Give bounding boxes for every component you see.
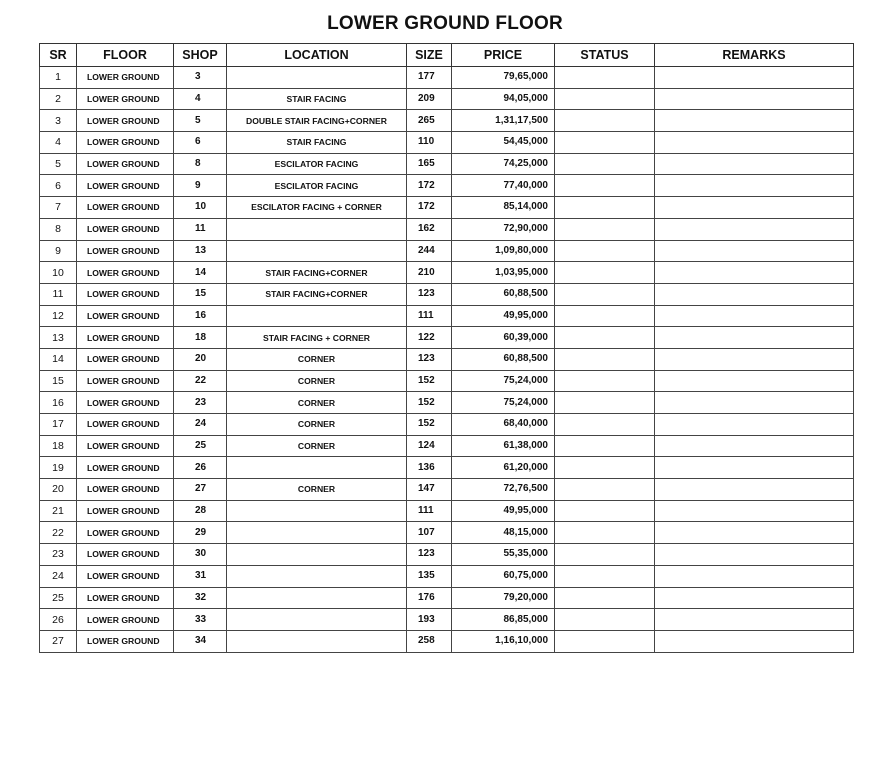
cell-location: CORNER bbox=[227, 348, 407, 370]
cell-size: 111 bbox=[407, 305, 452, 327]
cell-sr: 6 bbox=[40, 175, 77, 197]
cell-sr: 19 bbox=[40, 457, 77, 479]
cell-shop: 34 bbox=[174, 630, 227, 652]
cell-remarks bbox=[655, 153, 854, 175]
cell-size: 136 bbox=[407, 457, 452, 479]
cell-remarks bbox=[655, 218, 854, 240]
cell-location bbox=[227, 522, 407, 544]
cell-location bbox=[227, 218, 407, 240]
cell-floor: LOWER GROUND bbox=[77, 218, 174, 240]
cell-sr: 24 bbox=[40, 565, 77, 587]
cell-shop: 6 bbox=[174, 132, 227, 154]
cell-price: 1,09,80,000 bbox=[452, 240, 555, 262]
cell-status bbox=[555, 565, 655, 587]
cell-status bbox=[555, 500, 655, 522]
cell-price: 60,39,000 bbox=[452, 327, 555, 349]
table-row bbox=[40, 565, 854, 587]
cell-size: 135 bbox=[407, 565, 452, 587]
cell-size: 152 bbox=[407, 370, 452, 392]
cell-price: 60,75,000 bbox=[452, 565, 555, 587]
cell-shop: 18 bbox=[174, 327, 227, 349]
table-row bbox=[40, 392, 854, 414]
cell-status bbox=[555, 479, 655, 501]
cell-sr: 3 bbox=[40, 110, 77, 132]
cell-sr: 17 bbox=[40, 414, 77, 436]
cell-size: 177 bbox=[407, 67, 452, 89]
cell-sr: 21 bbox=[40, 500, 77, 522]
cell-price: 49,95,000 bbox=[452, 500, 555, 522]
cell-status bbox=[555, 218, 655, 240]
cell-size: 172 bbox=[407, 197, 452, 219]
cell-shop: 32 bbox=[174, 587, 227, 609]
cell-status bbox=[555, 67, 655, 89]
cell-size: 152 bbox=[407, 414, 452, 436]
cell-remarks bbox=[655, 67, 854, 89]
table-row bbox=[40, 435, 854, 457]
cell-sr: 9 bbox=[40, 240, 77, 262]
cell-size: 147 bbox=[407, 479, 452, 501]
table-row bbox=[40, 153, 854, 175]
table-row bbox=[40, 88, 854, 110]
cell-floor: LOWER GROUND bbox=[77, 110, 174, 132]
cell-shop: 33 bbox=[174, 609, 227, 631]
cell-price: 1,31,17,500 bbox=[452, 110, 555, 132]
cell-remarks bbox=[655, 240, 854, 262]
cell-floor: LOWER GROUND bbox=[77, 327, 174, 349]
cell-shop: 11 bbox=[174, 218, 227, 240]
column-header-shop: SHOP bbox=[174, 44, 227, 67]
cell-sr: 5 bbox=[40, 153, 77, 175]
cell-size: 209 bbox=[407, 88, 452, 110]
cell-status bbox=[555, 283, 655, 305]
table-row bbox=[40, 283, 854, 305]
cell-status bbox=[555, 370, 655, 392]
cell-floor: LOWER GROUND bbox=[77, 392, 174, 414]
cell-size: 110 bbox=[407, 132, 452, 154]
cell-price: 61,38,000 bbox=[452, 435, 555, 457]
shop-price-table bbox=[39, 43, 854, 653]
cell-remarks bbox=[655, 522, 854, 544]
table-row bbox=[40, 544, 854, 566]
cell-sr: 25 bbox=[40, 587, 77, 609]
cell-remarks bbox=[655, 479, 854, 501]
cell-status bbox=[555, 88, 655, 110]
cell-location: ESCILATOR FACING + CORNER bbox=[227, 197, 407, 219]
cell-location: STAIR FACING + CORNER bbox=[227, 327, 407, 349]
cell-price: 85,14,000 bbox=[452, 197, 555, 219]
cell-size: 165 bbox=[407, 153, 452, 175]
cell-shop: 13 bbox=[174, 240, 227, 262]
cell-floor: LOWER GROUND bbox=[77, 153, 174, 175]
cell-location bbox=[227, 240, 407, 262]
cell-shop: 29 bbox=[174, 522, 227, 544]
cell-shop: 30 bbox=[174, 544, 227, 566]
cell-sr: 1 bbox=[40, 67, 77, 89]
column-header-status: STATUS bbox=[555, 44, 655, 67]
column-header-size: SIZE bbox=[407, 44, 452, 67]
cell-size: 176 bbox=[407, 587, 452, 609]
column-header-floor: FLOOR bbox=[77, 44, 174, 67]
table-row bbox=[40, 327, 854, 349]
cell-floor: LOWER GROUND bbox=[77, 348, 174, 370]
cell-location bbox=[227, 544, 407, 566]
cell-status bbox=[555, 110, 655, 132]
cell-floor: LOWER GROUND bbox=[77, 414, 174, 436]
cell-location bbox=[227, 609, 407, 631]
cell-remarks bbox=[655, 457, 854, 479]
cell-floor: LOWER GROUND bbox=[77, 370, 174, 392]
cell-price: 79,65,000 bbox=[452, 67, 555, 89]
table-row bbox=[40, 370, 854, 392]
cell-floor: LOWER GROUND bbox=[77, 132, 174, 154]
cell-floor: LOWER GROUND bbox=[77, 88, 174, 110]
cell-floor: LOWER GROUND bbox=[77, 544, 174, 566]
cell-size: 111 bbox=[407, 500, 452, 522]
cell-status bbox=[555, 153, 655, 175]
cell-remarks bbox=[655, 414, 854, 436]
table-row bbox=[40, 305, 854, 327]
cell-location bbox=[227, 500, 407, 522]
cell-status bbox=[555, 132, 655, 154]
cell-size: 123 bbox=[407, 544, 452, 566]
cell-shop: 23 bbox=[174, 392, 227, 414]
cell-remarks bbox=[655, 88, 854, 110]
cell-size: 244 bbox=[407, 240, 452, 262]
cell-remarks bbox=[655, 630, 854, 652]
cell-sr: 4 bbox=[40, 132, 77, 154]
cell-floor: LOWER GROUND bbox=[77, 67, 174, 89]
cell-floor: LOWER GROUND bbox=[77, 565, 174, 587]
table-row bbox=[40, 479, 854, 501]
cell-remarks bbox=[655, 175, 854, 197]
cell-shop: 25 bbox=[174, 435, 227, 457]
cell-remarks bbox=[655, 110, 854, 132]
cell-sr: 7 bbox=[40, 197, 77, 219]
cell-shop: 27 bbox=[174, 479, 227, 501]
cell-status bbox=[555, 609, 655, 631]
cell-floor: LOWER GROUND bbox=[77, 197, 174, 219]
table-row bbox=[40, 110, 854, 132]
cell-remarks bbox=[655, 305, 854, 327]
cell-price: 61,20,000 bbox=[452, 457, 555, 479]
cell-shop: 5 bbox=[174, 110, 227, 132]
cell-price: 54,45,000 bbox=[452, 132, 555, 154]
cell-location bbox=[227, 457, 407, 479]
table-row bbox=[40, 197, 854, 219]
cell-price: 72,90,000 bbox=[452, 218, 555, 240]
cell-price: 77,40,000 bbox=[452, 175, 555, 197]
cell-floor: LOWER GROUND bbox=[77, 587, 174, 609]
table-row bbox=[40, 609, 854, 631]
table-body bbox=[40, 67, 854, 653]
cell-shop: 20 bbox=[174, 348, 227, 370]
table-row bbox=[40, 175, 854, 197]
cell-floor: LOWER GROUND bbox=[77, 500, 174, 522]
cell-size: 122 bbox=[407, 327, 452, 349]
cell-location bbox=[227, 305, 407, 327]
cell-floor: LOWER GROUND bbox=[77, 435, 174, 457]
cell-sr: 10 bbox=[40, 262, 77, 284]
cell-status bbox=[555, 175, 655, 197]
cell-remarks bbox=[655, 435, 854, 457]
cell-remarks bbox=[655, 587, 854, 609]
cell-status bbox=[555, 327, 655, 349]
table-row bbox=[40, 457, 854, 479]
cell-location bbox=[227, 67, 407, 89]
cell-sr: 8 bbox=[40, 218, 77, 240]
cell-remarks bbox=[655, 262, 854, 284]
cell-floor: LOWER GROUND bbox=[77, 457, 174, 479]
column-header-sr: SR bbox=[40, 44, 77, 67]
cell-shop: 22 bbox=[174, 370, 227, 392]
cell-sr: 11 bbox=[40, 283, 77, 305]
cell-location bbox=[227, 587, 407, 609]
cell-sr: 13 bbox=[40, 327, 77, 349]
cell-price: 75,24,000 bbox=[452, 392, 555, 414]
cell-size: 210 bbox=[407, 262, 452, 284]
cell-price: 60,88,500 bbox=[452, 283, 555, 305]
cell-location bbox=[227, 565, 407, 587]
cell-floor: LOWER GROUND bbox=[77, 283, 174, 305]
cell-floor: LOWER GROUND bbox=[77, 630, 174, 652]
cell-shop: 26 bbox=[174, 457, 227, 479]
cell-price: 72,76,500 bbox=[452, 479, 555, 501]
cell-sr: 18 bbox=[40, 435, 77, 457]
cell-price: 68,40,000 bbox=[452, 414, 555, 436]
cell-floor: LOWER GROUND bbox=[77, 609, 174, 631]
cell-status bbox=[555, 630, 655, 652]
cell-shop: 28 bbox=[174, 500, 227, 522]
cell-price: 49,95,000 bbox=[452, 305, 555, 327]
cell-size: 152 bbox=[407, 392, 452, 414]
cell-status bbox=[555, 305, 655, 327]
cell-location: STAIR FACING+CORNER bbox=[227, 283, 407, 305]
cell-shop: 14 bbox=[174, 262, 227, 284]
cell-shop: 8 bbox=[174, 153, 227, 175]
cell-shop: 3 bbox=[174, 67, 227, 89]
cell-size: 265 bbox=[407, 110, 452, 132]
cell-sr: 15 bbox=[40, 370, 77, 392]
cell-size: 193 bbox=[407, 609, 452, 631]
cell-shop: 9 bbox=[174, 175, 227, 197]
table-row bbox=[40, 67, 854, 89]
cell-remarks bbox=[655, 500, 854, 522]
cell-sr: 26 bbox=[40, 609, 77, 631]
cell-remarks bbox=[655, 197, 854, 219]
cell-floor: LOWER GROUND bbox=[77, 522, 174, 544]
cell-size: 258 bbox=[407, 630, 452, 652]
cell-shop: 16 bbox=[174, 305, 227, 327]
cell-size: 107 bbox=[407, 522, 452, 544]
column-header-remarks: REMARKS bbox=[655, 44, 854, 67]
cell-size: 123 bbox=[407, 283, 452, 305]
cell-location: CORNER bbox=[227, 392, 407, 414]
cell-price: 94,05,000 bbox=[452, 88, 555, 110]
cell-price: 60,88,500 bbox=[452, 348, 555, 370]
cell-price: 79,20,000 bbox=[452, 587, 555, 609]
table-row bbox=[40, 218, 854, 240]
cell-location: CORNER bbox=[227, 370, 407, 392]
cell-remarks bbox=[655, 327, 854, 349]
cell-remarks bbox=[655, 544, 854, 566]
cell-size: 172 bbox=[407, 175, 452, 197]
cell-floor: LOWER GROUND bbox=[77, 479, 174, 501]
cell-size: 124 bbox=[407, 435, 452, 457]
cell-location bbox=[227, 630, 407, 652]
cell-price: 55,35,000 bbox=[452, 544, 555, 566]
cell-remarks bbox=[655, 392, 854, 414]
cell-status bbox=[555, 522, 655, 544]
cell-floor: LOWER GROUND bbox=[77, 175, 174, 197]
cell-sr: 14 bbox=[40, 348, 77, 370]
table-row bbox=[40, 132, 854, 154]
cell-sr: 2 bbox=[40, 88, 77, 110]
cell-status bbox=[555, 587, 655, 609]
cell-sr: 23 bbox=[40, 544, 77, 566]
cell-shop: 10 bbox=[174, 197, 227, 219]
table-row bbox=[40, 414, 854, 436]
cell-remarks bbox=[655, 283, 854, 305]
cell-price: 1,03,95,000 bbox=[452, 262, 555, 284]
cell-status bbox=[555, 348, 655, 370]
table-row bbox=[40, 587, 854, 609]
table-row bbox=[40, 240, 854, 262]
cell-price: 74,25,000 bbox=[452, 153, 555, 175]
cell-location: STAIR FACING bbox=[227, 88, 407, 110]
cell-sr: 22 bbox=[40, 522, 77, 544]
column-header-location: LOCATION bbox=[227, 44, 407, 67]
cell-location: STAIR FACING bbox=[227, 132, 407, 154]
cell-remarks bbox=[655, 132, 854, 154]
cell-status bbox=[555, 457, 655, 479]
cell-location: STAIR FACING+CORNER bbox=[227, 262, 407, 284]
table-row bbox=[40, 262, 854, 284]
cell-floor: LOWER GROUND bbox=[77, 262, 174, 284]
table-row bbox=[40, 348, 854, 370]
cell-price: 75,24,000 bbox=[452, 370, 555, 392]
cell-shop: 31 bbox=[174, 565, 227, 587]
cell-remarks bbox=[655, 565, 854, 587]
column-header-price: PRICE bbox=[452, 44, 555, 67]
cell-floor: LOWER GROUND bbox=[77, 305, 174, 327]
cell-sr: 20 bbox=[40, 479, 77, 501]
cell-location: ESCILATOR FACING bbox=[227, 153, 407, 175]
table-header-row bbox=[40, 44, 854, 67]
cell-location: CORNER bbox=[227, 414, 407, 436]
cell-sr: 16 bbox=[40, 392, 77, 414]
cell-status bbox=[555, 435, 655, 457]
cell-price: 48,15,000 bbox=[452, 522, 555, 544]
cell-location: CORNER bbox=[227, 479, 407, 501]
cell-status bbox=[555, 262, 655, 284]
cell-size: 162 bbox=[407, 218, 452, 240]
cell-status bbox=[555, 240, 655, 262]
table-row bbox=[40, 522, 854, 544]
cell-price: 1,16,10,000 bbox=[452, 630, 555, 652]
cell-status bbox=[555, 197, 655, 219]
cell-size: 123 bbox=[407, 348, 452, 370]
cell-shop: 15 bbox=[174, 283, 227, 305]
table-row bbox=[40, 630, 854, 652]
cell-location: CORNER bbox=[227, 435, 407, 457]
page-title: LOWER GROUND FLOOR bbox=[327, 13, 563, 34]
cell-shop: 24 bbox=[174, 414, 227, 436]
cell-sr: 27 bbox=[40, 630, 77, 652]
cell-price: 86,85,000 bbox=[452, 609, 555, 631]
cell-sr: 12 bbox=[40, 305, 77, 327]
cell-remarks bbox=[655, 348, 854, 370]
cell-remarks bbox=[655, 609, 854, 631]
cell-location: DOUBLE STAIR FACING+CORNER bbox=[227, 110, 407, 132]
table-row bbox=[40, 500, 854, 522]
cell-status bbox=[555, 544, 655, 566]
cell-status bbox=[555, 392, 655, 414]
cell-location: ESCILATOR FACING bbox=[227, 175, 407, 197]
cell-remarks bbox=[655, 370, 854, 392]
cell-floor: LOWER GROUND bbox=[77, 240, 174, 262]
cell-status bbox=[555, 414, 655, 436]
cell-shop: 4 bbox=[174, 88, 227, 110]
